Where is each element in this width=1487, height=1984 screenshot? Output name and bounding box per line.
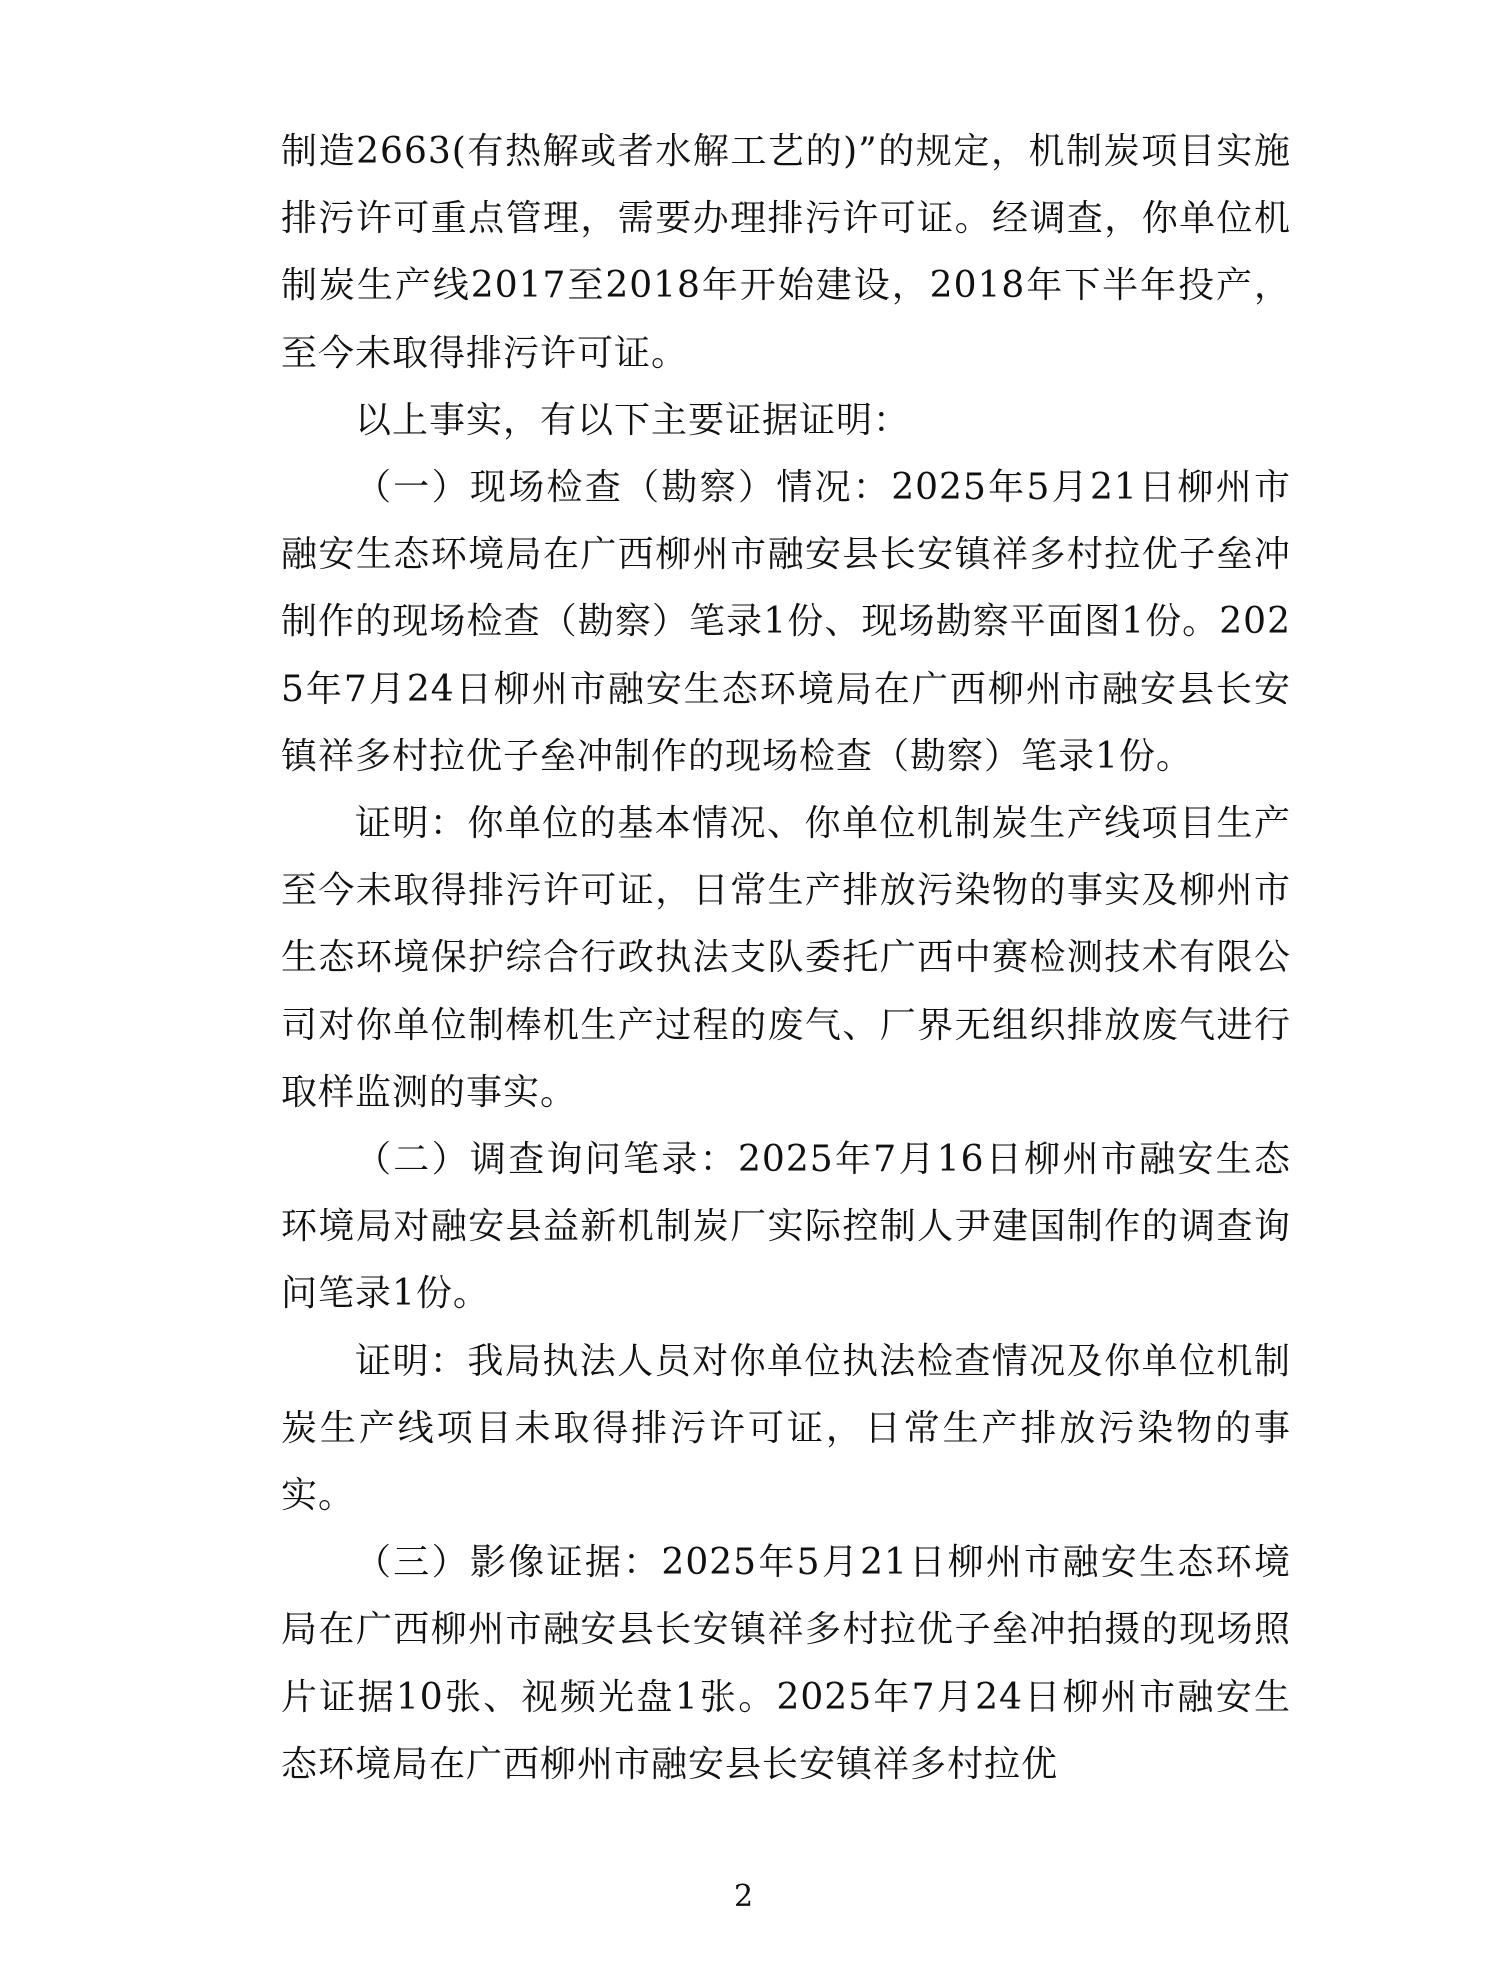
paragraph-proof-2: 证明：我局执法人员对你单位执法检查情况及你单位机制炭生产线项目未取得排污许可证，日常生产排放污染物的事实。 xyxy=(281,1340,1291,1517)
paragraph-evidence-3: （三）影像证据：2025年5月21日柳州市融安生态环境局在广西柳州市融安县长安镇祥多村拉优子垒冲拍摄的现场照片证据10张、视频光盘1张。2025年7月24日柳州市融安生态环境局在广西柳州市融安县长安镇祥多村拉优 xyxy=(281,1542,1291,1785)
paragraph-evidence-intro: 以上事实，有以下主要证据证明： xyxy=(355,399,911,441)
document-body xyxy=(281,118,1291,1798)
paragraph-evidence-1: （一）现场检查（勘察）情况：2025年5月21日柳州市融安生态环境局在广西柳州市融安县长安镇祥多村拉优子垒冲制作的现场检查（勘察）笔录1份、现场勘察平面图1份。2025年7月24日柳州市融安生态环境局在广西柳州市融安县长安镇祥多村拉优子垒冲制作的现场检查（勘察）笔录1份。 xyxy=(281,467,1291,777)
paragraph-proof-1: 证明：你单位的基本情况、你单位机制炭生产线项目生产至今未取得排污许可证，日常生产排放污染物的事实及柳州市生态环境保护综合行政执法支队委托广西中赛检测技术有限公司对你单位制棒机生产过程的废气、厂界无组织排放废气进行取样监测的事实。 xyxy=(281,803,1291,1113)
page-number: 2 xyxy=(733,1879,754,1914)
paragraph-evidence-2: （二）调查询问笔录：2025年7月16日柳州市融安生态环境局对融安县益新机制炭厂实际控制人尹建国制作的调查询问笔录1份。 xyxy=(281,1139,1291,1315)
paragraph-continuation: 制造2663(有热解或者水解工艺的)”的规定，机制炭项目实施排污许可重点管理，需要办理排污许可证。经调查，你单位机制炭生产线2017至2018年开始建设，2018年下半年投产，至今未取得排污许可证。 xyxy=(281,131,1291,374)
